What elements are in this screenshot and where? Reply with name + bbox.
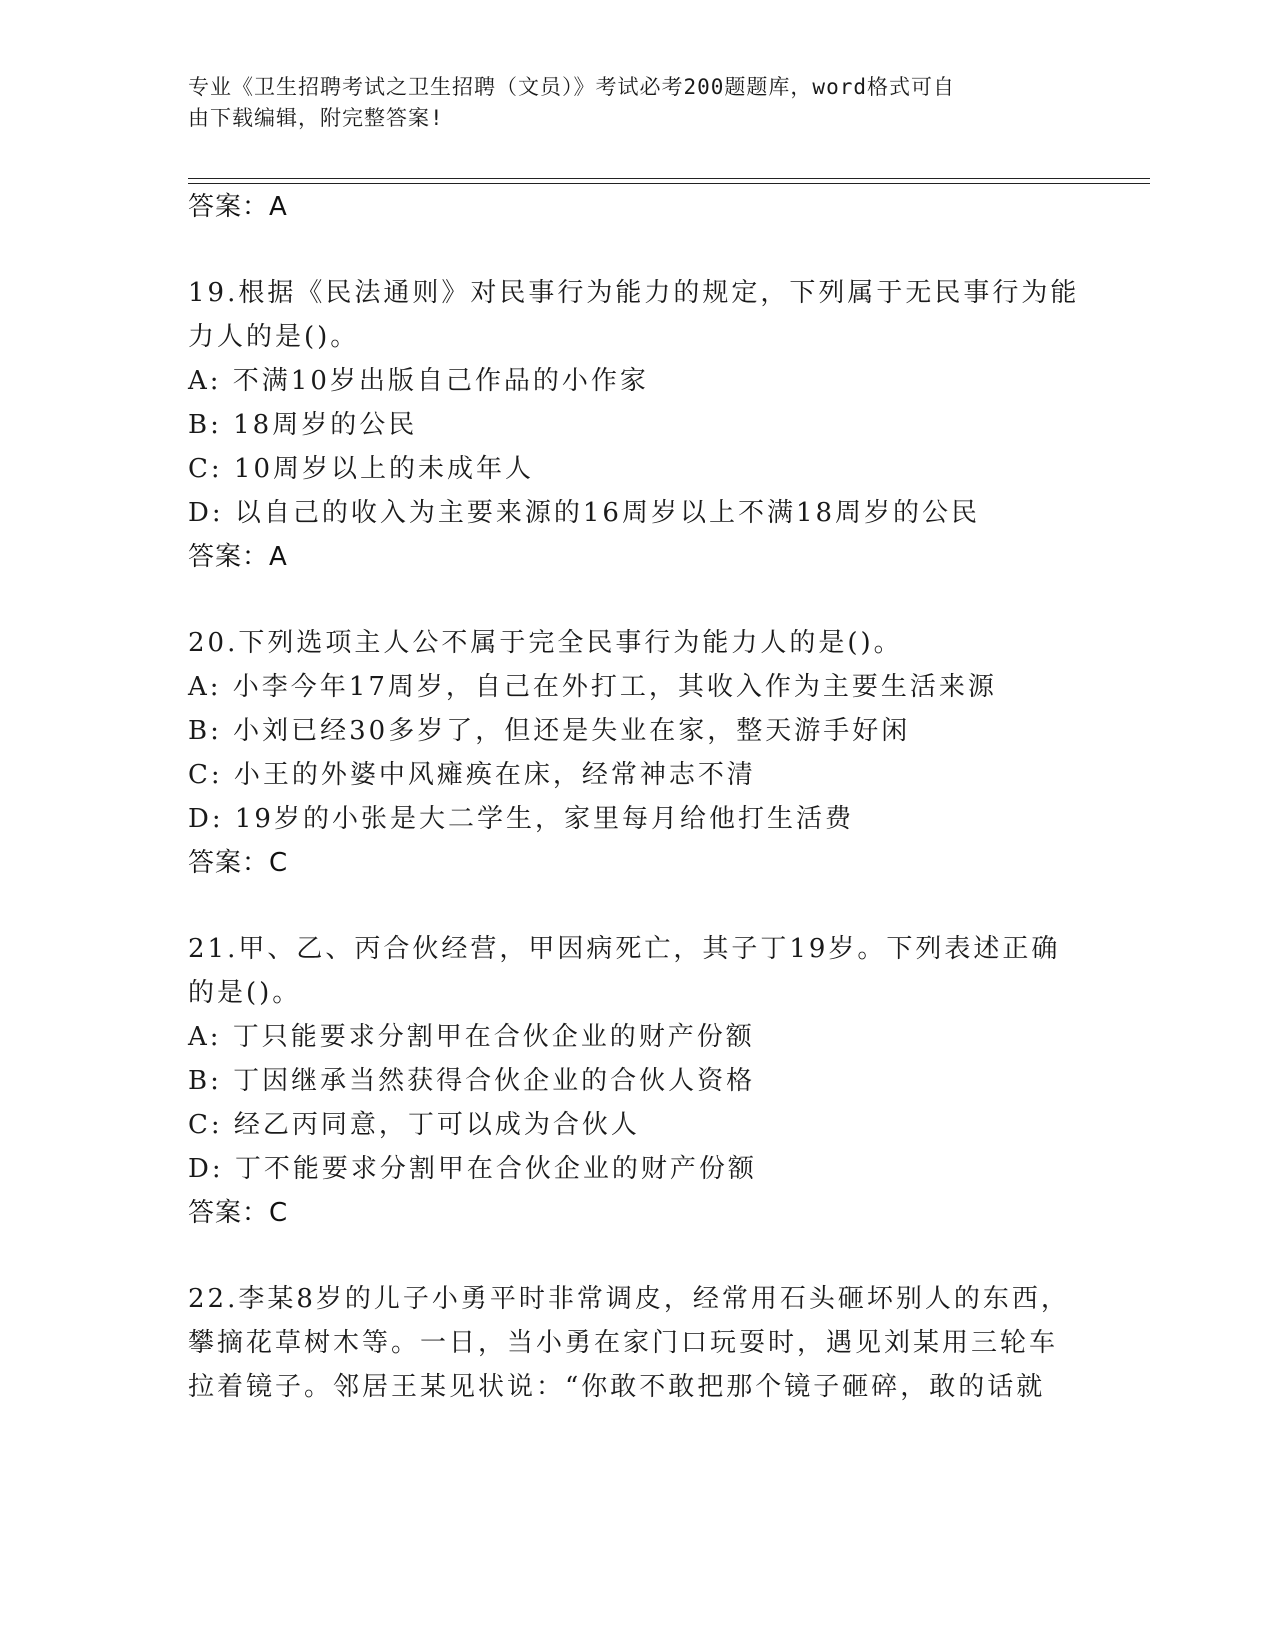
question-20-stem-1: 20.下列选项主人公不属于完全民事行为能力人的是()。: [188, 628, 903, 658]
question-21-option-a: A: 丁只能要求分割甲在合伙企业的财产份额: [188, 1022, 755, 1052]
question-20-option-c: C: 小王的外婆中风瘫痪在床，经常神志不清: [188, 760, 756, 790]
header-rule-bottom: [188, 183, 1150, 184]
question-19-stem-2: 力人的是()。: [188, 322, 360, 352]
question-20-option-d: D: 19岁的小张是大二学生，家里每月给他打生活费: [188, 804, 854, 834]
question-20-option-a: A: 小李今年17周岁，自己在外打工，其收入作为主要生活来源: [188, 672, 997, 702]
answer-line: 答案：A: [188, 192, 288, 222]
header-rule-top: [188, 178, 1150, 179]
question-22-stem-2: 攀摘花草树木等。一日，当小勇在家门口玩耍时，遇见刘某用三轮车: [188, 1328, 1059, 1358]
question-20-option-b: B: 小刘已经30多岁了，但还是失业在家，整天游手好闲: [188, 716, 911, 746]
question-21-option-d: D: 丁不能要求分割甲在合伙企业的财产份额: [188, 1154, 757, 1184]
question-20-answer: 答案：C: [188, 848, 289, 878]
question-22-stem-1: 22.李某8岁的儿子小勇平时非常调皮，经常用石头砸坏别人的东西，: [188, 1284, 1070, 1314]
question-22-stem-3: 拉着镜子。邻居王某见状说：“你敢不敢把那个镜子砸碎，敢的话就: [188, 1372, 1046, 1402]
question-21-option-c: C: 经乙丙同意，丁可以成为合伙人: [188, 1110, 640, 1140]
document-header: [188, 72, 1068, 134]
question-21-stem-2: 的是()。: [188, 978, 302, 1008]
question-21-option-b: B: 丁因继承当然获得合伙企业的合伙人资格: [188, 1066, 756, 1096]
question-19-option-d: D: 以自己的收入为主要来源的16周岁以上不满18周岁的公民: [188, 498, 981, 528]
header-line-2: 由下载编辑，附完整答案!: [188, 106, 444, 130]
question-21-answer: 答案：C: [188, 1198, 289, 1228]
question-19-option-a: A: 不满10岁出版自己作品的小作家: [188, 366, 649, 396]
question-19-option-c: C: 10周岁以上的未成年人: [188, 454, 535, 484]
question-19-answer: 答案：A: [188, 542, 288, 572]
question-19-option-b: B: 18周岁的公民: [188, 410, 418, 440]
question-21-stem-1: 21.甲、乙、丙合伙经营，甲因病死亡，其子丁19岁。下列表述正确: [188, 934, 1061, 964]
question-19-stem-1: 19.根据《民法通则》对民事行为能力的规定，下列属于无民事行为能: [188, 278, 1080, 308]
header-line-1: 专业《卫生招聘考试之卫生招聘（文员）》考试必考200题题库，word格式可自: [188, 75, 955, 99]
